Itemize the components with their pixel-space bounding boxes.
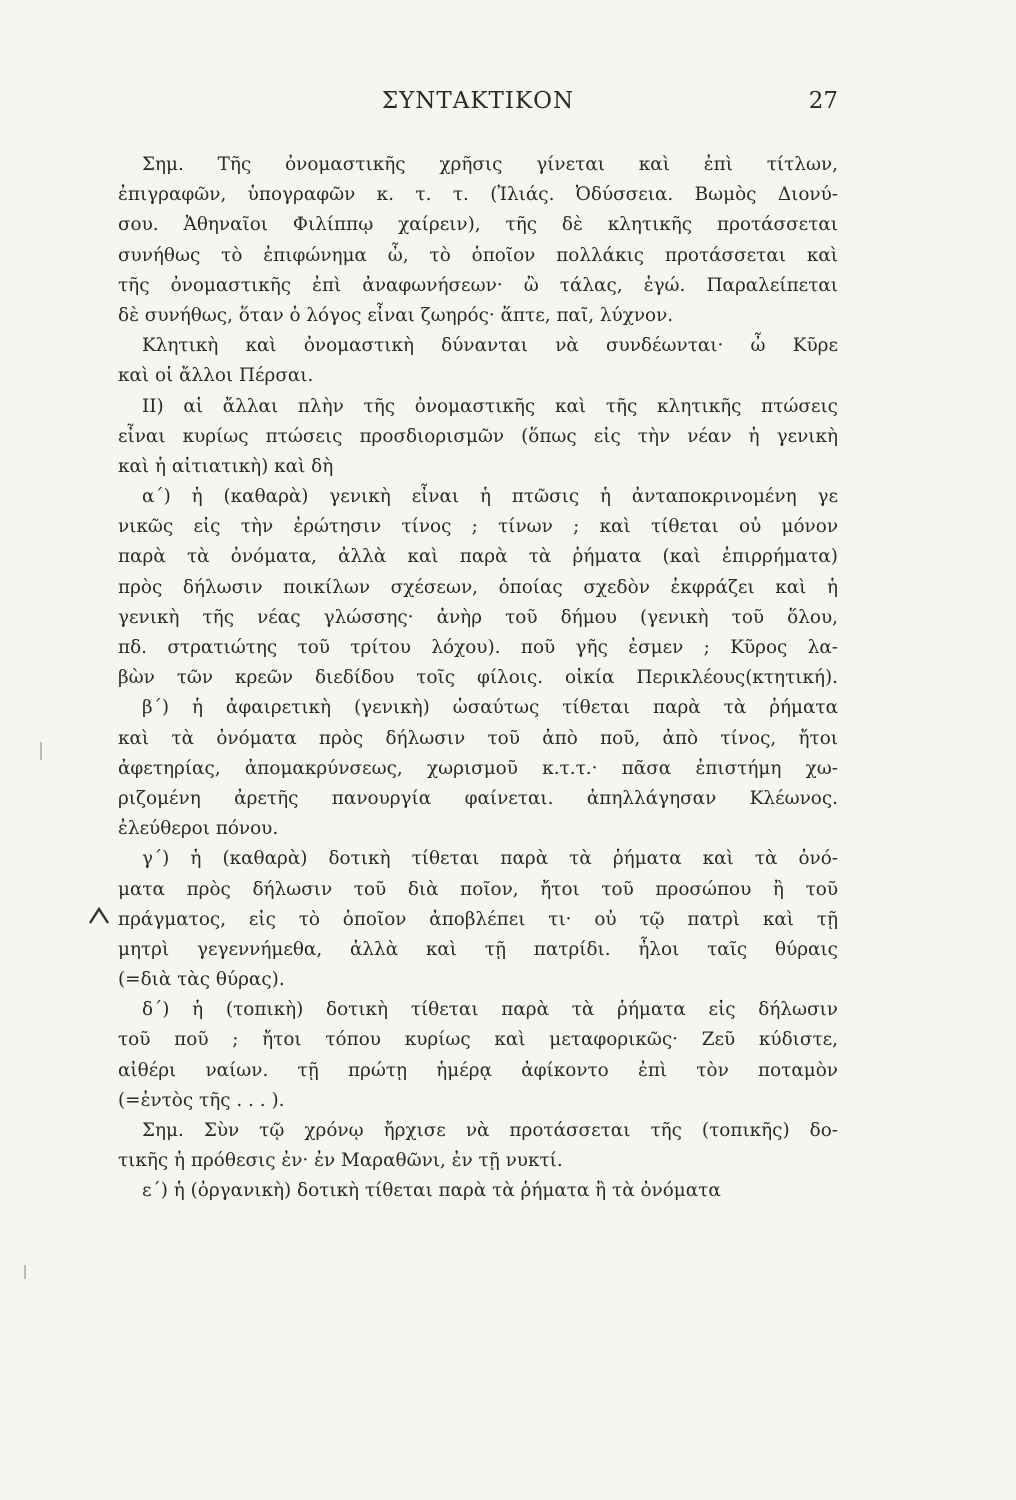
text-line: μητρὶ γεγεννήμεθα, ἀλλὰ καὶ τῇ πατρίδι. ἧλοι ταῖς θύραις	[118, 938, 838, 960]
text-line: συνήθως τὸ ἐπιφώνημα ὦ, τὸ ὁποῖον πολλάκις προτάσσεται καὶ	[118, 244, 838, 266]
text-line: καὶ τὰ ὀνόματα πρὸς δήλωσιν τοῦ ἀπὸ ποῦ, ἀπὸ τίνος, ἤτοι	[118, 727, 838, 749]
page-number: 27	[808, 88, 838, 114]
text-line: ματα πρὸς δήλωσιν τοῦ διὰ ποῖον, ἤτοι τοῦ προσώπου ἢ τοῦ	[118, 878, 838, 900]
text-line: αἰθέρι ναίων. τῇ πρώτῃ ἡμέρᾳ ἀφίκοντο ἐπὶ τὸν ποταμὸν	[118, 1059, 838, 1081]
text-line: ἐλεύθεροι πόνου.	[118, 818, 279, 840]
margin-caret-mark-icon	[88, 902, 110, 932]
text-line: πράγματος, εἰς τὸ ὁποῖον ἀποβλέπει τι· οὐ τῷ πατρὶ καὶ τῇ	[118, 908, 838, 930]
text-line: Σημ. Τῆς ὀνομαστικῆς χρῆσις γίνεται καὶ ἐπὶ τίτλων,	[142, 154, 838, 175]
page-header	[118, 88, 838, 124]
text-line: τῆς ὀνομαστικῆς ἐπὶ ἀναφωνήσεων· ὢ τάλας, ἐγώ. Παραλείπεται	[118, 274, 838, 296]
text-line: II) αἱ ἄλλαι πλὴν τῆς ὀνομαστικῆς καὶ τῆς κλητικῆς πτώσεις	[142, 395, 838, 417]
text-line: (=ἐντὸς τῆς . . . ).	[118, 1089, 285, 1111]
running-head: ΣΥΝΤΑΚΤΙΚΟΝ	[381, 88, 575, 114]
margin-tick-icon	[40, 742, 42, 760]
text-line: δὲ συνήθως, ὅταν ὁ λόγος εἶναι ζωηρός· ἅπτε, παῖ, λύχνον.	[118, 304, 674, 326]
text-line: νικῶς εἰς τὴν ἐρώτησιν τίνος ; τίνων ; καὶ τίθεται οὐ μόνον	[118, 516, 838, 538]
text-line: γενικὴ τῆς νέας γλώσσης· ἀνὴρ τοῦ δήμου (γενικὴ τοῦ ὅλου,	[118, 606, 838, 628]
text-line: εἶναι κυρίως πτώσεις προσδιορισμῶν (ὅπως εἰς τὴν νέαν ἡ γενικὴ	[118, 425, 838, 447]
text-line: πρὸς δήλωσιν ποικίλων σχέσεων, ὁποίας σχεδὸν ἐκφράζει καὶ ἡ	[118, 576, 838, 598]
text-line: ριζομένη ἀρετῆς πανουργία φαίνεται. ἀπηλλάγησαν Κλέωνος.	[118, 787, 838, 809]
text-line: α΄) ἡ (καθαρὰ) γενικὴ εἶναι ἡ πτῶσις ἡ ἀνταποκρινομένη γε	[142, 486, 838, 508]
text-line: (=διὰ τὰς θύρας).	[118, 969, 285, 991]
text-line: γ΄) ἡ (καθαρὰ) δοτικὴ τίθεται παρὰ τὰ ῥήματα καὶ τὰ ὀνό-	[142, 848, 838, 870]
text-line: Σημ. Σὺν τῷ χρόνῳ ἤρχισε νὰ προτάσσεται τῆς (τοπικῆς) δο-	[142, 1120, 838, 1141]
text-line: καὶ ἡ αἰτιατικὴ) καὶ δὴ	[118, 455, 334, 477]
text-line: τικῆς ἡ πρόθεσις ἐν· ἐν Μαραθῶνι, ἐν τῇ νυκτί.	[118, 1150, 563, 1172]
text-line: πδ. στρατιώτης τοῦ τρίτου λόχου). ποῦ γῆς ἐσμεν ; Κῦρος λα-	[118, 637, 838, 658]
text-line: σου. Ἀθηναῖοι Φιλίππῳ χαίρειν), τῆς δὲ κλητικῆς προτάσσεται	[118, 214, 838, 236]
text-line: Κλητικὴ καὶ ὀνομαστικὴ δύνανται νὰ συνδέωνται· ὦ Κῦρε	[142, 335, 838, 357]
text-line: καὶ οἱ ἄλλοι Πέρσαι.	[118, 365, 314, 387]
text-line: ἐπιγραφῶν, ὑπογραφῶν κ. τ. τ. (Ἰλιάς. Ὀδύσσεια. Βωμὸς Διονύ-	[118, 184, 838, 206]
text-line: β΄) ἡ ἀφαιρετικὴ (γενικὴ) ὡσαύτως τίθεται παρὰ τὰ ῥήματα	[142, 697, 838, 719]
margin-tick-icon	[24, 1265, 26, 1279]
text-line: δ΄) ἡ (τοπικὴ) δοτικὴ τίθεται παρὰ τὰ ῥήματα εἰς δήλωσιν	[142, 999, 838, 1021]
text-line: ἀφετηρίας, ἀπομακρύνσεως, χωρισμοῦ κ.τ.τ.· πᾶσα ἐπιστήμη χω-	[118, 757, 838, 779]
body-text	[118, 150, 838, 1207]
text-line: ε΄) ἡ (ὀργανικὴ) δοτικὴ τίθεται παρὰ τὰ ῥήματα ἢ τὰ ὀνόματα	[142, 1180, 721, 1202]
text-line: βὼν τῶν κρεῶν διεδίδου τοῖς φίλοις. οἰκία Περικλέους(κτητική).	[118, 667, 838, 689]
text-line: παρὰ τὰ ὀνόματα, ἀλλὰ καὶ παρὰ τὰ ῥήματα (καὶ ἐπιρρήματα)	[118, 546, 838, 568]
text-line: τοῦ ποῦ ; ἤτοι τόπου κυρίως καὶ μεταφορικῶς· Ζεῦ κύδιστε,	[118, 1029, 838, 1051]
